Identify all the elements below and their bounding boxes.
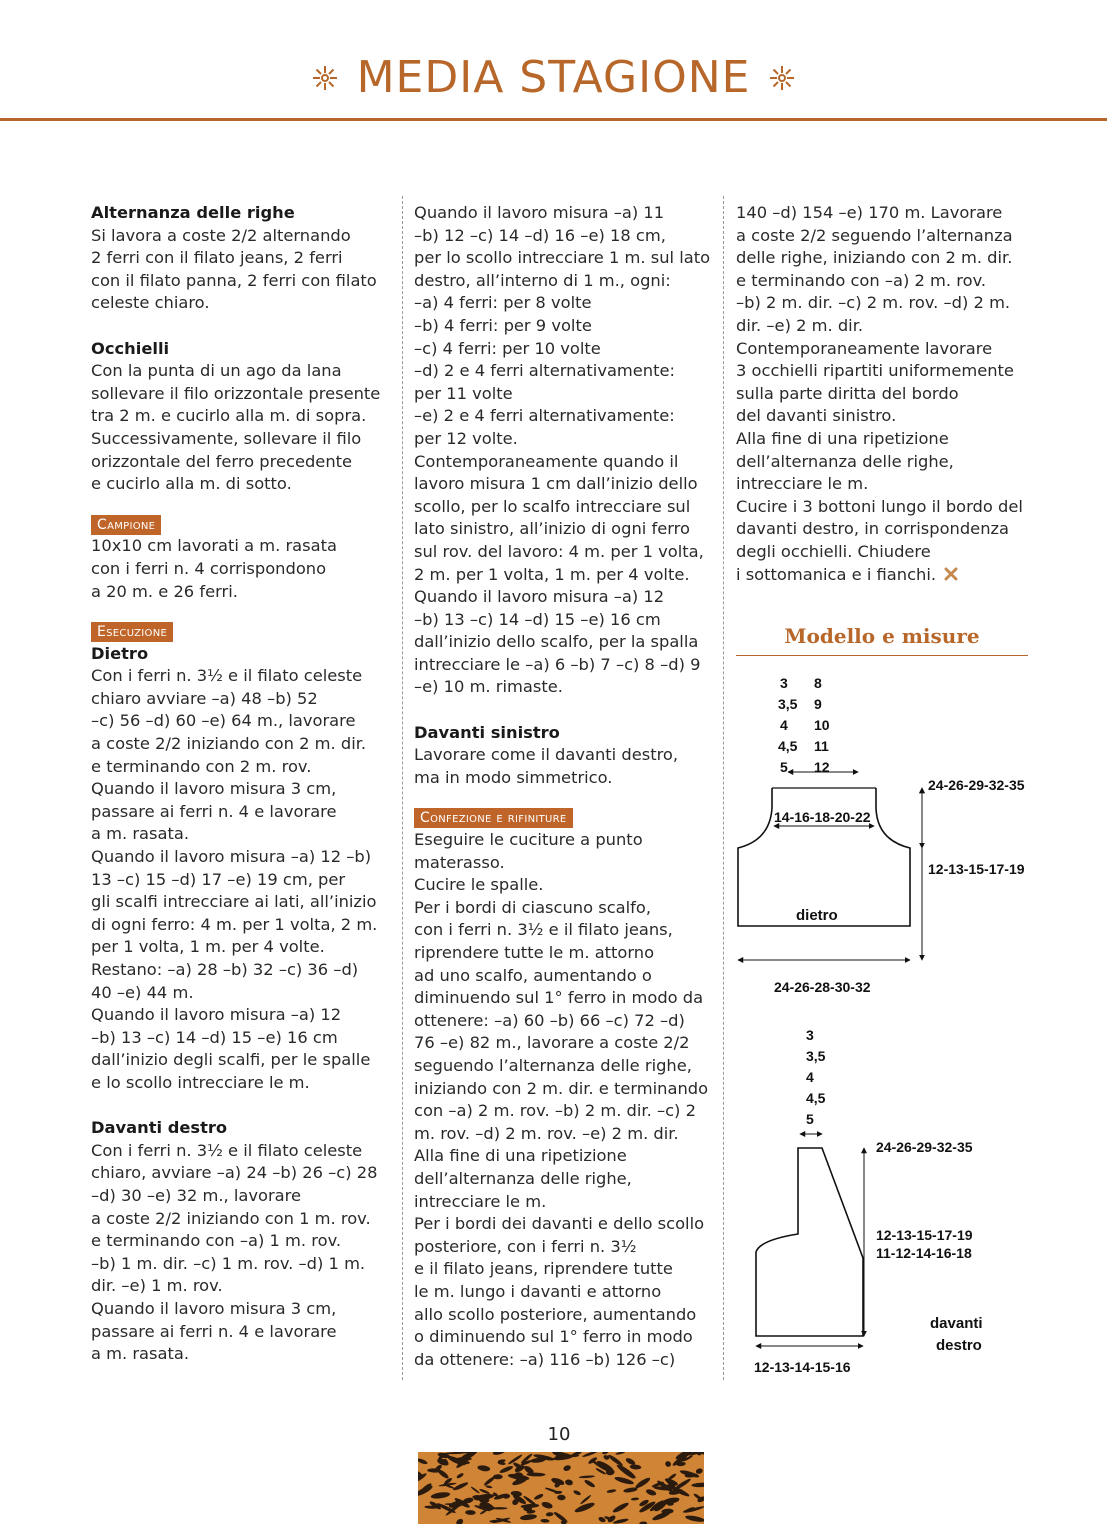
- text-line: iniziando con 2 m. dir. e terminando: [414, 1078, 709, 1098]
- text-line: da ottenere: –a) 116 –b) 126 –c): [414, 1349, 676, 1369]
- text-line: –b) 12 –c) 14 –d) 16 –e) 18 cm,: [414, 225, 666, 245]
- dietro-shoulder-value: 3: [780, 675, 788, 691]
- dietro-neck-value: 8: [814, 675, 822, 691]
- col3-body: [736, 202, 1036, 564]
- text-line: Cucire i 3 bottoni lungo il bordo del: [736, 496, 1023, 516]
- text-line: Si lavora a coste 2/2 alternando: [91, 225, 351, 245]
- davanti-shoulder-values: [806, 1027, 826, 1127]
- dietro-armhole-height: 12-13-15-17-19: [928, 861, 1025, 877]
- dietro-shoulder-value: 4: [780, 717, 788, 733]
- text-line: –b) 13 –c) 14 –d) 15 –e) 16 cm: [91, 1027, 338, 1047]
- text-line: Contemporaneamente lavorare: [736, 338, 993, 358]
- text-line: dell’alternanza delle righe,: [736, 451, 954, 471]
- text-line: 76 –e) 82 m., lavorare a coste 2/2: [414, 1033, 690, 1053]
- text-line: Eseguire le cuciture a punto: [414, 830, 643, 850]
- campione-body: [91, 535, 391, 603]
- col2-body-a: [414, 202, 714, 699]
- text-line: dir. –e) 2 m. dir.: [736, 315, 864, 335]
- text-line: a coste 2/2 iniziando con 1 m. rov.: [91, 1208, 371, 1228]
- text-line: 40 –e) 44 m.: [91, 982, 194, 1002]
- text-line: –d) 2 e 4 ferri alternativamente:: [414, 361, 676, 381]
- text-line: intrecciare le m.: [414, 1191, 547, 1211]
- text-line: davanti destro, in corrispondenza: [736, 519, 1010, 539]
- column-divider: [402, 196, 403, 1380]
- text-line: destro, all’interno di 1 m., ogni:: [414, 270, 671, 290]
- column-2: [414, 202, 714, 1371]
- text-line: celeste chiaro.: [91, 293, 210, 313]
- text-line: le m. lungo i davanti e attorno: [414, 1281, 662, 1301]
- text-line: chiaro avviare –a) 48 –b) 52: [91, 688, 318, 708]
- section-title-righe: Alternanza delle righe: [91, 203, 295, 222]
- text-line: Quando il lavoro misura –a) 11: [414, 203, 665, 222]
- text-line: con i ferri n. 3½ e il filato jeans,: [414, 920, 673, 940]
- text-line: delle righe, iniziando con 2 m. dir.: [736, 248, 1013, 268]
- text-line: di ogni ferro: 4 m. per 1 volta, 2 m.: [91, 914, 378, 934]
- flower-ornament-icon: [768, 64, 796, 92]
- knit-texture-swatch: [418, 1452, 704, 1524]
- text-line: Contemporaneamente quando il: [414, 451, 679, 471]
- text-line: e terminando con –a) 1 m. rov.: [91, 1231, 342, 1251]
- text-line: e terminando con –a) 2 m. rov.: [736, 270, 987, 290]
- text-line: Quando il lavoro misura –a) 12: [91, 1005, 342, 1025]
- dietro-bottom-width: 24-26-28-30-32: [774, 979, 871, 995]
- dietro-body: [91, 665, 391, 1094]
- text-line: intrecciare le –a) 6 –b) 7 –c) 8 –d) 9: [414, 654, 701, 674]
- text-line: 2 ferri con il filato jeans, 2 ferri: [91, 248, 343, 268]
- davanti-armhole-height: 12-13-15-17-19: [876, 1227, 973, 1243]
- text-line: ma in modo simmetrico.: [414, 767, 613, 787]
- text-line: scollo, per lo scalfo intrecciare sul: [414, 496, 691, 516]
- dietro-shoulder-values: [778, 675, 830, 775]
- confezione-body: [414, 829, 714, 1371]
- section-title-dietro: Dietro: [91, 643, 149, 663]
- davanti-neck-height: 11-12-14-16-18: [876, 1245, 972, 1261]
- text-line: –c) 56 –d) 60 –e) 64 m., lavorare: [91, 711, 356, 731]
- col3-last-line: i sottomanica e i fianchi.: [736, 564, 1036, 587]
- dietro-neck-width: 14-16-18-20-22: [774, 809, 871, 825]
- text-line: –b) 4 ferri: per 9 volte: [414, 315, 592, 335]
- text-line: Cucire le spalle.: [414, 875, 544, 895]
- dietro-total-height: 24-26-29-32-35: [928, 777, 1025, 793]
- pattern-diagram: [730, 660, 1070, 1390]
- righe-body: [91, 225, 391, 315]
- text-line: 10x10 cm lavorati a m. rasata: [91, 536, 337, 556]
- davanti-shoulder-value: 3,5: [806, 1048, 826, 1064]
- text-line: seguendo l’alternanza delle righe,: [414, 1055, 692, 1075]
- page-number: 10: [547, 1424, 571, 1445]
- text-line: Alla fine di una ripetizione: [414, 1146, 627, 1166]
- text-line: –b) 13 –c) 14 –d) 15 –e) 16 cm: [414, 609, 661, 629]
- column-1: [91, 202, 391, 1366]
- text-line: lato sinistro, all’inizio di ogni ferro: [414, 519, 690, 539]
- text-line: e terminando con 2 m. rov.: [91, 756, 312, 776]
- header-rule: [0, 118, 1107, 121]
- text-line: e cucirlo alla m. di sotto.: [91, 474, 292, 494]
- davanti-total-height: 24-26-29-32-35: [876, 1139, 973, 1155]
- text-line: o diminuendo sul 1° ferro in modo: [414, 1327, 693, 1347]
- text-line: gli scalfi intrecciare ai lati, all’inizio: [91, 892, 377, 912]
- text-line: orizzontale del ferro precedente: [91, 451, 353, 471]
- column-divider: [723, 196, 724, 1380]
- text-line: e lo scollo intrecciare le m.: [91, 1072, 310, 1092]
- text-line: –b) 2 m. dir. –c) 2 m. rov. –d) 2 m.: [736, 293, 1011, 313]
- text-line: degli occhielli. Chiudere: [736, 541, 931, 561]
- davanti-outline: [756, 1148, 863, 1336]
- text-line: diminuendo sul 1° ferro in modo da: [414, 988, 704, 1008]
- dietro-shoulder-value: 4,5: [778, 738, 798, 754]
- dietro-shoulder-value: 3,5: [778, 696, 798, 712]
- text-line: –a) 4 ferri: per 8 volte: [414, 293, 592, 313]
- text-line: 3 occhielli ripartiti uniformemente: [736, 361, 1014, 381]
- text-line: passare ai ferri n. 4 e lavorare: [91, 1321, 337, 1341]
- dietro-label: dietro: [796, 907, 838, 924]
- text-line: 13 –c) 15 –d) 17 –e) 19 cm, per: [91, 869, 346, 889]
- dietro-neck-value: 9: [814, 696, 822, 712]
- text-line: intrecciare le m.: [736, 474, 869, 494]
- text-line: del davanti sinistro.: [736, 406, 897, 426]
- text-line: Quando il lavoro misura –a) 12 –b): [91, 847, 372, 867]
- dietro-neck-value: 12: [814, 759, 830, 775]
- davanti-sinistro-body: [414, 744, 714, 789]
- page-header: [0, 52, 1107, 103]
- text-line: per 1 volta, 1 m. per 4 volte.: [91, 937, 325, 957]
- text-line: con –a) 2 m. rov. –b) 2 m. dir. –c) 2: [414, 1101, 696, 1121]
- davanti-shoulder-value: 4: [806, 1069, 814, 1085]
- flower-ornament-icon: [311, 64, 339, 92]
- text-line: allo scollo posteriore, aumentando: [414, 1304, 697, 1324]
- dietro-neck-value: 10: [814, 717, 830, 733]
- davanti-label: davanti: [930, 1315, 983, 1332]
- text-line: Quando il lavoro misura 3 cm,: [91, 779, 337, 799]
- label-esecuzione: Esecuzione: [91, 622, 173, 642]
- text-line: dell’alternanza delle righe,: [414, 1168, 632, 1188]
- davanti-shoulder-value: 5: [806, 1111, 814, 1127]
- text-line: tra 2 m. e cucirlo alla m. di sopra.: [91, 406, 367, 426]
- text-line: riprendere tutte le m. attorno: [414, 943, 655, 962]
- davanti-bottom-width: 12-13-14-15-16: [754, 1359, 851, 1375]
- text-line: sulla parte diritta del bordo: [736, 383, 959, 403]
- text-line: a coste 2/2 iniziando con 2 m. dir.: [91, 734, 367, 754]
- text-line: Con la punta di un ago da lana: [91, 361, 342, 381]
- davanti-shoulder-value: 4,5: [806, 1090, 826, 1106]
- text-line: Alla fine di una ripetizione: [736, 428, 949, 448]
- text-line: sollevare il filo orizzontale presente: [91, 383, 381, 403]
- text-line: per 12 volte.: [414, 428, 518, 448]
- text-line: a m. rasata.: [91, 1344, 190, 1364]
- text-line: –e) 10 m. rimaste.: [414, 677, 563, 697]
- text-line: a m. rasata.: [91, 824, 190, 844]
- text-line: con i ferri n. 4 corrispondono: [91, 558, 327, 578]
- text-line: Successivamente, sollevare il filo: [91, 428, 362, 448]
- davanti-shoulder-value: 3: [806, 1027, 814, 1043]
- text-line: dall’inizio degli scalfi, per le spalle: [91, 1050, 371, 1070]
- section-title-davanti-destro: Davanti destro: [91, 1118, 228, 1138]
- text-line: a coste 2/2 seguendo l’alternanza: [736, 225, 1013, 245]
- text-line: Lavorare come il davanti destro,: [414, 745, 679, 765]
- davanti-destro-body: [91, 1140, 391, 1366]
- text-line: Restano: –a) 28 –b) 32 –c) 36 –d): [91, 960, 359, 979]
- section-title-davanti-sinistro: Davanti sinistro: [414, 722, 560, 742]
- label-confezione: Confezione e rifiniture: [414, 808, 573, 828]
- text-line: –c) 4 ferri: per 10 volte: [414, 338, 601, 358]
- occhielli-body: [91, 360, 391, 496]
- diagram-title: Modello e misure: [784, 624, 980, 648]
- text-line: Con i ferri n. 3½ e il filato celeste: [91, 1140, 363, 1160]
- section-title-occhielli: Occhielli: [91, 338, 170, 358]
- text-line: materasso.: [414, 852, 505, 872]
- text-line: e il filato jeans, riprendere tutte: [414, 1259, 673, 1279]
- text-line: posteriore, con i ferri n. 3½: [414, 1236, 637, 1256]
- text-line: chiaro, avviare –a) 24 –b) 26 –c) 28: [91, 1163, 378, 1183]
- text-line: –d) 30 –e) 32 m., lavorare: [91, 1185, 301, 1205]
- text-line: dir. –e) 1 m. rov.: [91, 1276, 223, 1296]
- davanti-label: destro: [936, 1337, 982, 1354]
- text-line: lavoro misura 1 cm dall’inizio dello: [414, 474, 698, 494]
- text-line: ottenere: –a) 60 –b) 66 –c) 72 –d): [414, 1010, 685, 1030]
- text-line: Per i bordi di ciascuno scalfo,: [414, 897, 652, 917]
- diagram-title-rule: [736, 655, 1028, 656]
- text-line: con il filato panna, 2 ferri con filato: [91, 270, 377, 290]
- text-line: passare ai ferri n. 4 e lavorare: [91, 801, 337, 821]
- text-line: a 20 m. e 26 ferri.: [91, 581, 238, 601]
- dietro-shoulder-value: 5: [780, 759, 788, 775]
- text-line: m. rov. –d) 2 m. rov. –e) 2 m. dir.: [414, 1123, 679, 1143]
- text-line: Con i ferri n. 3½ e il filato celeste: [91, 666, 363, 686]
- text-line: Per i bordi dei davanti e dello scollo: [414, 1214, 705, 1234]
- text-line: –e) 2 e 4 ferri alternativamente:: [414, 406, 675, 426]
- dietro-neck-value: 11: [814, 738, 829, 754]
- text-line: dall’inizio dello scalfo, per la spalla: [414, 632, 699, 652]
- text-line: Quando il lavoro misura –a) 12: [414, 587, 665, 607]
- label-campione: Campione: [91, 515, 161, 535]
- text-line: per lo scollo intrecciare 1 m. sul lato: [414, 248, 711, 268]
- text-line: 140 –d) 154 –e) 170 m. Lavorare: [736, 203, 1003, 222]
- text-line: 2 m. per 1 volta, 1 m. per 4 volte.: [414, 564, 690, 584]
- text-line: Quando il lavoro misura 3 cm,: [91, 1298, 337, 1318]
- text-line: sul rov. del lavoro: 4 m. per 1 volta,: [414, 541, 704, 561]
- cross-stitch-end-icon: [944, 567, 958, 581]
- text-line: per 11 volte: [414, 383, 513, 403]
- text-line: ad uno scalfo, aumentando o: [414, 965, 652, 985]
- text-line: –b) 1 m. dir. –c) 1 m. rov. –d) 1 m.: [91, 1253, 366, 1273]
- page-title: MEDIA STAGIONE: [356, 52, 751, 103]
- column-3: [736, 202, 1036, 586]
